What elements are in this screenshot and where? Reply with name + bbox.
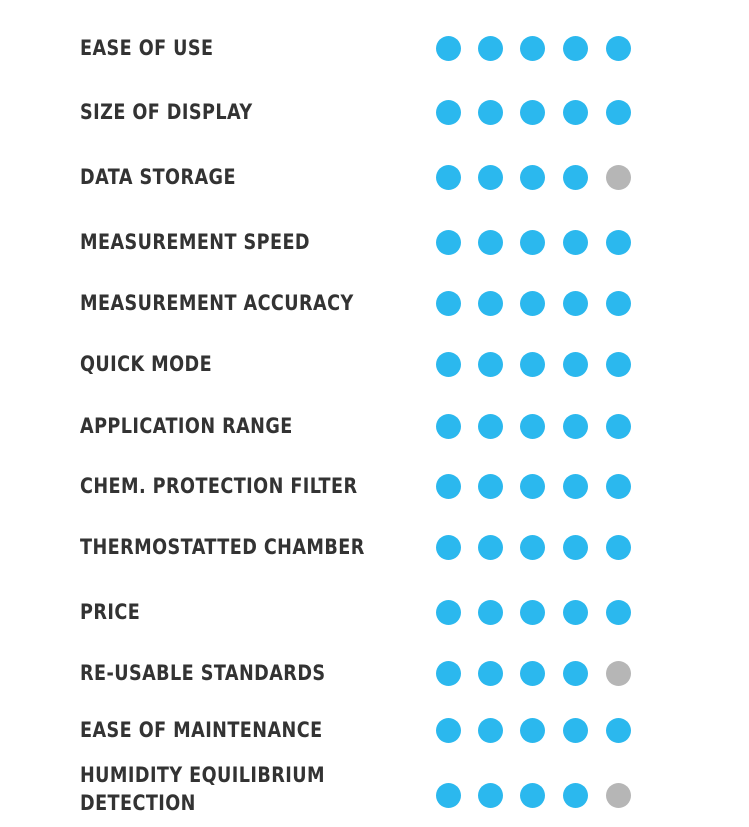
- rating-dot-filled: [563, 661, 588, 686]
- rating-dot-filled: [436, 100, 461, 125]
- rating-dot-filled: [436, 165, 461, 190]
- rating-dot-filled: [563, 783, 588, 808]
- rating-row: [0, 157, 749, 197]
- rating-dots: [436, 661, 636, 687]
- rating-dot-filled: [478, 718, 503, 743]
- rating-row: [0, 592, 749, 632]
- rating-label: EASE OF MAINTENANCE: [80, 718, 323, 742]
- rating-dot-filled: [563, 414, 588, 439]
- rating-dot-filled: [478, 783, 503, 808]
- rating-dots: [436, 535, 636, 561]
- rating-row: [0, 527, 749, 567]
- rating-dots: [436, 718, 636, 744]
- rating-label: RE-USABLE STANDARDS: [80, 661, 326, 685]
- rating-dot-filled: [563, 230, 588, 255]
- rating-dot-filled: [436, 352, 461, 377]
- rating-dot-filled: [436, 414, 461, 439]
- rating-dot-filled: [520, 352, 545, 377]
- rating-label: HUMIDITY EQUILIBRIUM DETECTION: [80, 763, 325, 815]
- rating-row: [0, 466, 749, 506]
- rating-row: [0, 92, 749, 132]
- rating-dot-filled: [520, 535, 545, 560]
- rating-dot-filled: [436, 535, 461, 560]
- rating-dot-filled: [478, 474, 503, 499]
- rating-dot-filled: [520, 36, 545, 61]
- rating-dot-filled: [563, 165, 588, 190]
- rating-dot-empty: [606, 165, 631, 190]
- rating-dots: [436, 230, 636, 256]
- rating-dot-filled: [436, 291, 461, 316]
- rating-dots: [436, 352, 636, 378]
- rating-dots: [436, 600, 636, 626]
- rating-dot-filled: [563, 100, 588, 125]
- rating-dot-filled: [436, 661, 461, 686]
- rating-dot-empty: [606, 661, 631, 686]
- rating-dot-filled: [520, 165, 545, 190]
- rating-dot-filled: [563, 352, 588, 377]
- rating-dot-filled: [478, 600, 503, 625]
- rating-dot-filled: [478, 165, 503, 190]
- rating-dot-filled: [436, 600, 461, 625]
- rating-row: [0, 222, 749, 262]
- rating-label: CHEM. PROTECTION FILTER: [80, 474, 358, 498]
- rating-dot-filled: [478, 661, 503, 686]
- rating-label: PRICE: [80, 600, 141, 624]
- rating-label: THERMOSTATTED CHAMBER: [80, 535, 365, 559]
- rating-dot-filled: [606, 291, 631, 316]
- rating-dot-filled: [563, 718, 588, 743]
- rating-dot-filled: [606, 600, 631, 625]
- rating-dot-filled: [436, 36, 461, 61]
- rating-dot-filled: [606, 352, 631, 377]
- rating-dot-filled: [478, 414, 503, 439]
- rating-label: QUICK MODE: [80, 352, 213, 376]
- rating-dot-filled: [520, 230, 545, 255]
- rating-row: [0, 283, 749, 323]
- rating-label: DATA STORAGE: [80, 165, 236, 189]
- rating-dot-filled: [563, 291, 588, 316]
- rating-dot-filled: [520, 474, 545, 499]
- rating-dots: [436, 100, 636, 126]
- rating-dot-filled: [520, 783, 545, 808]
- rating-dot-empty: [606, 783, 631, 808]
- rating-dot-filled: [606, 100, 631, 125]
- rating-dot-filled: [478, 535, 503, 560]
- rating-label: SIZE OF DISPLAY: [80, 100, 253, 124]
- rating-dot-filled: [563, 600, 588, 625]
- rating-row: [0, 406, 749, 446]
- rating-dots: [436, 414, 636, 440]
- rating-dots: [436, 474, 636, 500]
- rating-dots: [436, 36, 636, 62]
- rating-dot-filled: [436, 474, 461, 499]
- rating-dot-filled: [520, 414, 545, 439]
- rating-dot-filled: [563, 535, 588, 560]
- rating-dot-filled: [520, 600, 545, 625]
- rating-dot-filled: [436, 783, 461, 808]
- rating-dot-filled: [606, 718, 631, 743]
- rating-dot-filled: [478, 291, 503, 316]
- rating-dot-filled: [606, 474, 631, 499]
- rating-dot-filled: [606, 535, 631, 560]
- rating-row: [0, 710, 749, 750]
- rating-dot-filled: [563, 36, 588, 61]
- rating-dots: [436, 783, 636, 809]
- rating-dots: [436, 291, 636, 317]
- rating-dot-filled: [436, 718, 461, 743]
- rating-dot-filled: [520, 661, 545, 686]
- rating-dot-filled: [520, 718, 545, 743]
- rating-row: [0, 344, 749, 384]
- rating-label: MEASUREMENT SPEED: [80, 230, 310, 254]
- rating-dot-filled: [478, 230, 503, 255]
- rating-dot-filled: [520, 100, 545, 125]
- rating-row: [0, 653, 749, 693]
- rating-dot-filled: [478, 36, 503, 61]
- rating-row: [0, 28, 749, 68]
- rating-dot-filled: [563, 474, 588, 499]
- rating-label: MEASUREMENT ACCURACY: [80, 291, 354, 315]
- rating-dot-filled: [606, 414, 631, 439]
- rating-dot-filled: [520, 291, 545, 316]
- rating-dot-filled: [606, 36, 631, 61]
- rating-label: EASE OF USE: [80, 36, 214, 60]
- rating-dot-filled: [606, 230, 631, 255]
- rating-dots: [436, 165, 636, 191]
- rating-dot-filled: [478, 352, 503, 377]
- rating-row: [0, 763, 749, 815]
- rating-dot-filled: [478, 100, 503, 125]
- rating-label: APPLICATION RANGE: [80, 414, 293, 438]
- rating-dot-filled: [436, 230, 461, 255]
